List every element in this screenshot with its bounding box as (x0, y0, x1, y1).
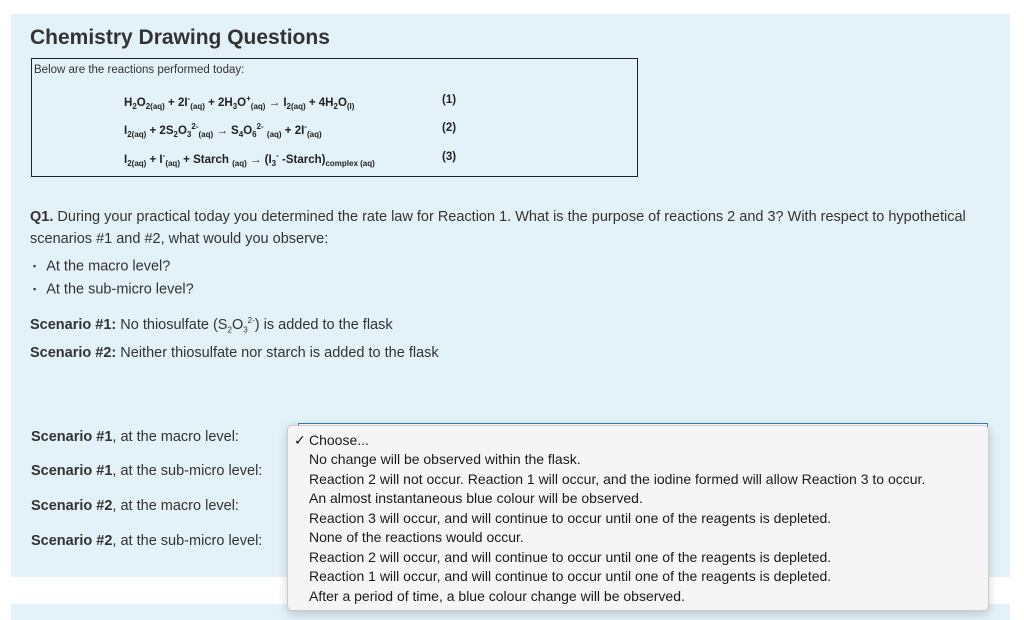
levels-list (30, 255, 194, 301)
select-label-s2-macro: Scenario #2, at the macro level: (31, 498, 239, 514)
dropdown-option[interactable]: Reaction 1 will occur, and will continue to occur until one of the reagents is depleted. (309, 568, 832, 584)
reaction-3-number: (3) (442, 151, 457, 163)
list-item: ▪ At the sub-micro level? (30, 278, 194, 301)
question-body: During your practical today you determined the rate law for Reaction 1. What is the purpose of reactions 2 and 3? With respect to hypothetical scenarios #1 and #2, what would you observe: (30, 209, 966, 247)
dropdown-option[interactable]: After a period of time, a blue colour change will be observed. (309, 588, 685, 604)
reaction-1-equation: $H_2O_{2(aq)} + 2I^-_{(aq)} + 2H_3O^+_{(aq)} \to I_{2(aq)} + 4H_2O_{(l)}$ (124, 94, 355, 112)
reactions-intro: Below are the reactions performed today: (34, 64, 245, 76)
reaction-2-number: (2) (442, 122, 457, 134)
select-label-s1-macro: Scenario #1, at the macro level: (31, 429, 239, 445)
checkmark-icon: ✓ (294, 432, 306, 448)
reaction-1-number: (1) (442, 94, 457, 106)
dropdown-option[interactable]: Reaction 2 will occur, and will continue to occur until one of the reagents is depleted. (309, 549, 832, 565)
page-title: Chemistry Drawing Questions (30, 26, 330, 49)
dropdown-option[interactable]: An almost instantaneous blue colour will be observed. (309, 490, 643, 506)
dropdown-menu (287, 425, 989, 611)
dropdown-option[interactable]: Reaction 3 will occur, and will continue to occur until one of the reagents is depleted. (309, 510, 832, 526)
reaction-3-equation: $I_{2(aq)} + I^-_{(aq)}$ + Starch $_{(aq)} \to (I_3^-$ $-Starch)_{complex (aq)}$ (124, 151, 375, 169)
question-label: Q1. (30, 209, 54, 225)
select-label-s1-submicro: Scenario #1, at the sub-micro level: (31, 463, 263, 479)
reaction-2-equation: $I_{2(aq)} + 2S_2O_3^{2-}_{(aq)} \to S_4O_6^{2-}$ $_{(aq)} + 2I^-_{(aq)}$ (124, 122, 322, 140)
dropdown-option[interactable]: Reaction 2 will not occur. Reaction 1 will occur, and the iodine formed will allow Reaction 3 to occur. (309, 471, 926, 487)
dropdown-option-choose[interactable]: ✓ Choose... (294, 432, 369, 448)
question-text (30, 206, 990, 250)
list-item: ▪ At the macro level? (30, 255, 194, 278)
scenario-2: Scenario #2: Neither thiosulfate nor starch is added to the flask (30, 345, 439, 361)
select-label-s2-submicro: Scenario #2, at the sub-micro level: (31, 533, 263, 549)
dropdown-option[interactable]: No change will be observed within the flask. (309, 451, 581, 467)
dropdown-option[interactable]: None of the reactions would occur. (309, 529, 524, 545)
scenario-1: Scenario #1: No thiosulfate $(S_2O_3^{2-})$ is added to the flask (30, 316, 393, 335)
reactions-box (31, 58, 638, 177)
